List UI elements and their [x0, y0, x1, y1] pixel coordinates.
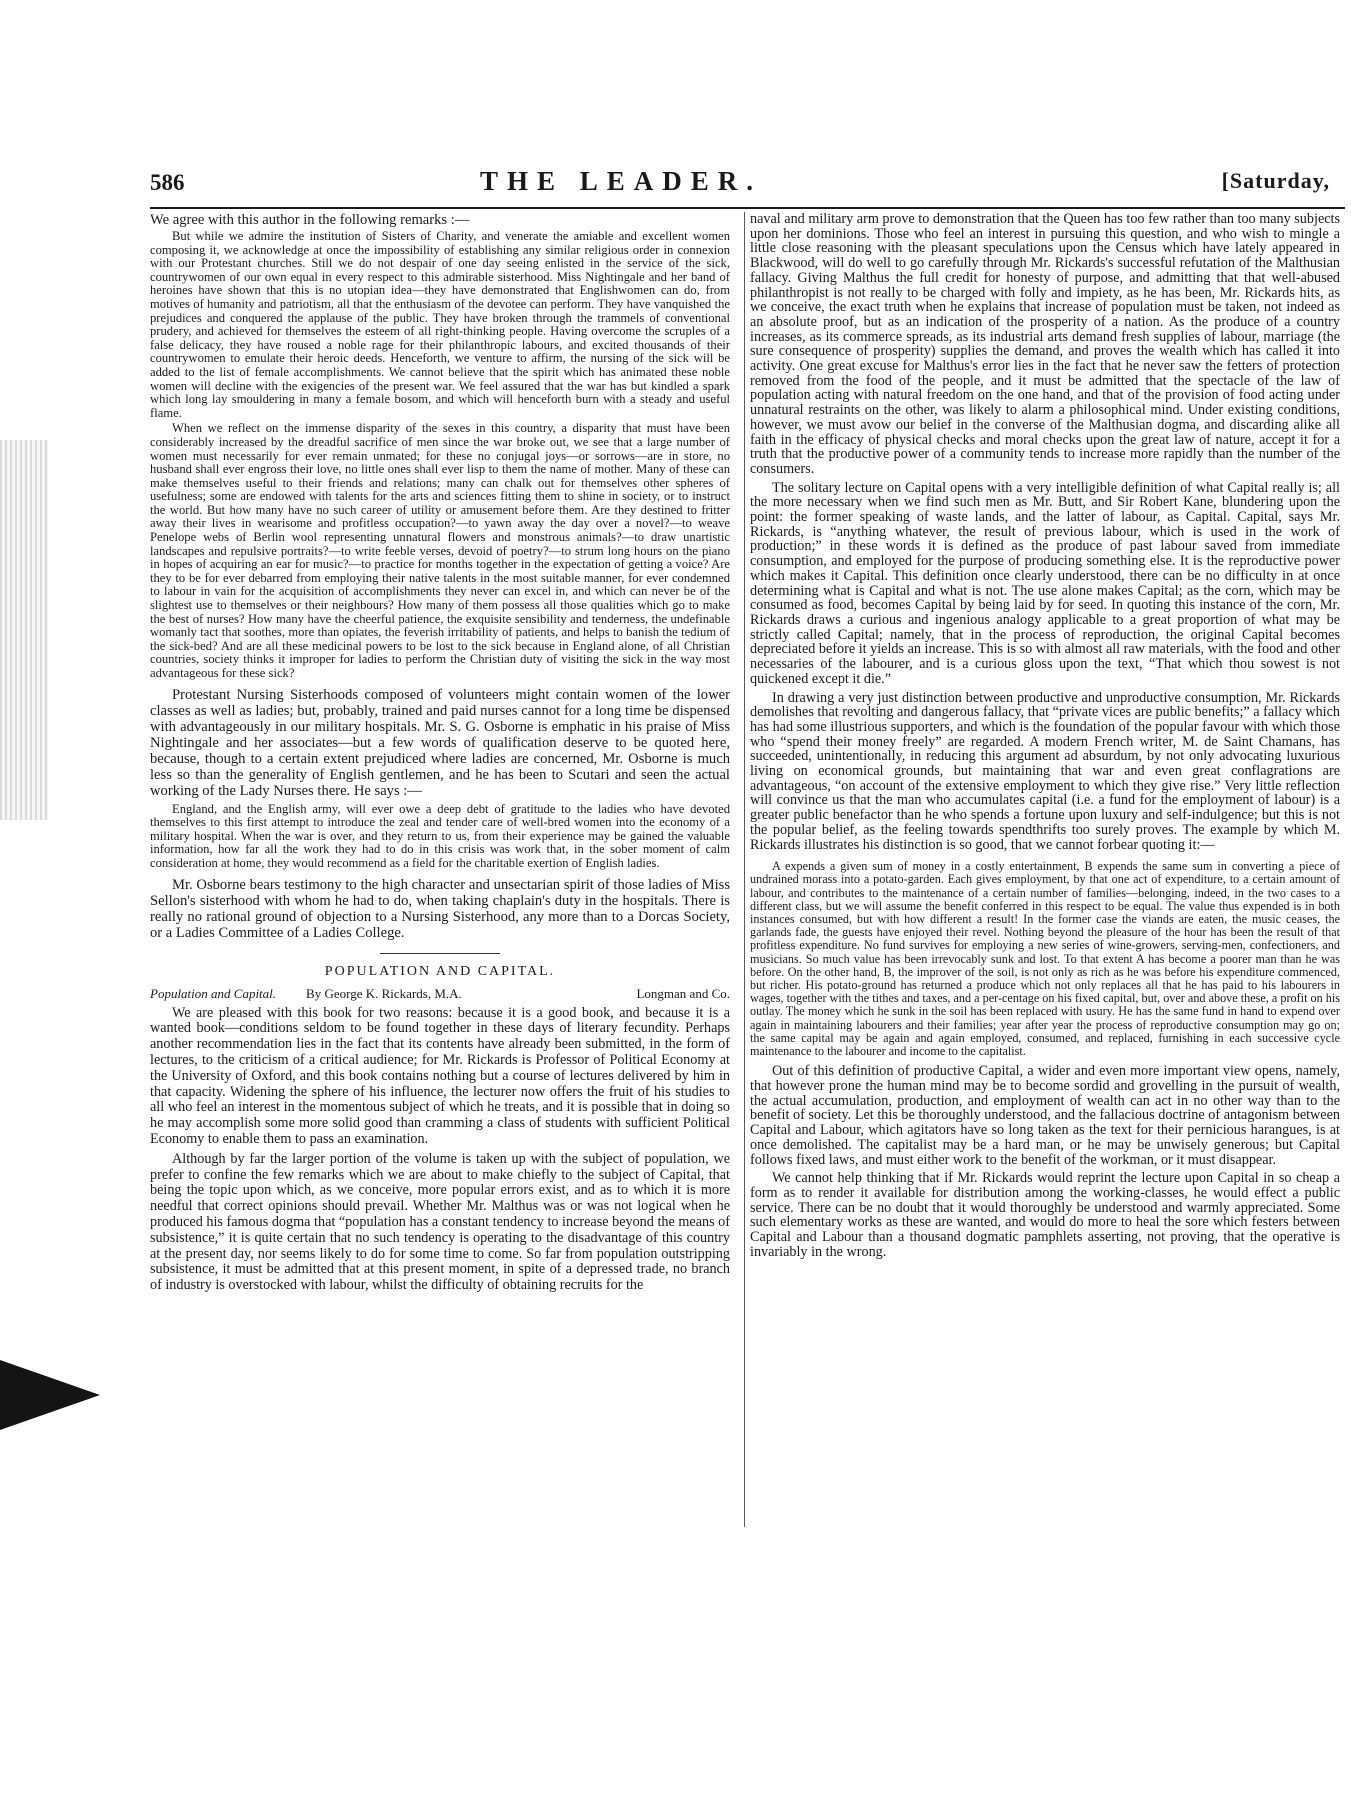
right-body-closing — [750, 1064, 1340, 1259]
block-quote-sisters — [150, 230, 730, 681]
body-paragraph: naval and military arm prove to demonstration that the Queen has too few rather than too many subjects upon her dominions. Those who feel an interest in pursuing this question, and who wish to mingle a little close reasoning with the pleasant speculations upon the Census which have lately appeared in Blackwood, will do well to go carefully through Mr. Rickards's successful refutation of the Malthusian fallacy. Giving Malthus the full credit for honesty of purpose, and admitting that that well-abused philanthropist is not really to be charged with folly and impiety, as he has been, Mr. Rickards hits, as we conceive, the exact truth when he explains that increase of population must be taken, not indeed as an absolute proof, but as an indication of the prosperity of a nation. As the produce of a country increases, as its commerce spreads, as its industrial arts demand fresh supplies of labour, marriage (the sure consequence of prosperity) supplies the demand, and proves the wealth which has called it into activity. One great excuse for Malthus's error lies in the fact that he never saw the fetters of protection removed from the food of the people, and it must be admitted that the spectacle of the law of population acting with natural freedom on the one hand, and that of the provision of food acting under unnatural restraints on the other, was likely to alarm a philosophical mind. Under existing conditions, however, we must avow our belief in the converse of the Malthusian dogma, and discarding alike all faith in the efficacy of physical checks and moral checks upon the great law of nature, accept it for a truth that the productive power of a community tends to increase more rapidly than the number of the consumers. — [750, 211, 1340, 477]
quote-paragraph: But while we admire the institution of Sisters of Charity, and venerate the amiable and excellent women composing it, we acknowledge at once the impossibility of establishing any similar religious order in connexion with our Protestant churches. Still we do not despair of one day seeing enlisted in the service of the sick, countrywomen of our own equal in every respect to this admirable sisterhood. Miss Nightingale and her band of heroines have shown that this is no utopian idea—they have demonstrated that Englishwomen can do, from motives of humanity and patriotism, all that the enthusiasm of the devotee can perform. They have vanquished the prejudices and conquered the applause of the public. They have broken through the trammels of conventional prudery, and achieved for themselves the esteem of all right-thinking people. Having overcome the scruples of a false delicacy, they have roused a noble rage for their philanthropic labours, and excited thousands of their countrywomen to emulate their heroic deeds. Henceforth, we venture to affirm, the nursing of the sick will be added to the list of female accomplishments. We cannot believe that the spirit which has animated these noble women will decline with the exigencies of the present war. We feel assured that the war has but kindled a spark which long lay smouldering in many a female bosom, and which will henceforth burn with a steady and useful flame. — [150, 229, 730, 420]
right-body — [750, 212, 1340, 852]
quote-intro: We agree with this author in the following remarks :— — [150, 212, 470, 228]
page-number: 586 — [150, 170, 185, 195]
book-title: Population and Capital. — [150, 985, 277, 1001]
journal-title: THE LEADER. — [480, 166, 763, 196]
section-divider — [380, 953, 500, 954]
quote-paragraph: A expends a given sum of money in a costly entertainment, B expends the same sum in converting a piece of undrained morass into a potato-garden. Each gives employment, by that one act of expenditure, to a certain amount of labour, and contributes to the maintenance of a certain number of families—belonging, indeed, in the two cases to a different class, but we will assume the benefit conferred in this respect to be equal. The value thus expended is in both instances consumed, but with how different a result! In the former case the viands are eaten, the music ceases, the garlands fade, the guests have enjoyed their revel. Nothing beyond the pleasure of the hour has been the result of that profitless expenditure. No fund survives for employing a new series of wine-growers, serving-men, confectioners, and musicians. So much value has been irrevocably sunk and lost. To that extent A has become a poorer man than he was before. On the other hand, B, the improver of the soil, is not only as rich as he was before his expenditure commenced, but richer. His potato-ground has returned a produce which not only replaces all that he has paid to his labourers in wages, together with the tithes and taxes, and a per-centage on his fixed capital, but, over and above these, a profit on his outlay. The money which he sunk in the soil has been replaced with usury. He has the same fund in hand to expend over again in maintaining labourers and their families; year after year the process of reproductive consumption may go on; the same capital may be again and again employed, consumed, and replaced, furnishing in each successive cycle maintenance to the labourer and income to the capitalist. — [750, 859, 1340, 1059]
review-body — [150, 1006, 730, 1294]
block-quote-rickards — [750, 860, 1340, 1058]
masthead — [150, 166, 1350, 206]
body-paragraph: We cannot help thinking that if Mr. Rickards would reprint the lecture upon Capital in so cheap a form as to render it available for distribution among the working-classes, he would effect a public service. There can be no doubt that it would thoroughly be understood and warmly appreciated. Some such elementary works as these are wanted, and would do more to heal the sore which festers between Capital and Labour than a thousand dogmatic pamphlets asserting, not proving, that the operative is invariably in the wrong. — [750, 1170, 1340, 1260]
block-quote-osborne — [150, 803, 730, 871]
book-publisher: Longman and Co. — [636, 985, 730, 1001]
section-heading: POPULATION AND CAPITAL. — [324, 963, 556, 979]
book-author: By George K. Rickards, M.A. — [306, 985, 462, 1001]
left-column — [150, 212, 730, 1298]
right-column — [750, 212, 1340, 1263]
issue-day: [Saturday, — [1221, 168, 1330, 193]
body-paragraph: Mr. Osborne bears testimony to the high character and unsectarian spirit of those ladies of Miss Sellon's sisterhood with whom he had to do, when taking chaplain's duty in the hospitals. There is really no rational ground of objection to a Nursing Sisterhood, any more than to a Dorcas Society, or a Ladies Committee of a Ladies College. — [150, 876, 730, 941]
book-citation — [150, 986, 730, 1002]
quote-paragraph: England, and the English army, will ever owe a deep debt of gratitude to the ladies who have devoted themselves to this first attempt to introduce the zeal and tender care of well-bred women into the economy of a military hospital. When the war is over, and they return to us, from their experience may be gained the valuable information, how far all the work they had to do in this crisis was work that, in the sober moment of calm consideration at home, they would recommend as a field for the charitable exertion of English ladies. — [150, 801, 730, 870]
scan-edge-artifact — [0, 440, 48, 820]
masthead-rule — [150, 207, 1345, 209]
body-paragraph: Out of this definition of productive Capital, a wider and even more important view opens, namely, that however prone the human mind may be to become sordid and grovelling in the pursuit of wealth, the actual accumulation, production, and employment of wealth can act in no other way than to the benefit of society. Let this be thoroughly understood, and the fallacious doctrine of antagonism between Capital and Labour, which agitators have so long taken as the text for their pernicious harangues, is at once demolished. The capitalist may be a hard man, or he may be unwisely generous; but Capital follows fixed laws, and must either work to the benefit of the workman, or it must disappear. — [750, 1063, 1340, 1168]
scan-corner-shadow — [0, 1360, 100, 1430]
body-paragraph: We are pleased with this book for two reasons: because it is a good book, and because it is a wanted book—conditions seldom to be found together in these days of literary fecundity. Perhaps another recommendation lies in the fact that its contents have already been submitted, in the form of lectures, to the criticism of a critical audience; for Mr. Rickards is Professor of Political Economy at the University of Oxford, and this book contains nothing but a course of lectures delivered by him in that capacity. Widening the sphere of his influence, the lecturer now offers the fruit of his studies to all who feel an interest in the momentous subject of which he treats, and it is possible that in doing so he may accomplish some more solid good than cramming a class of students with sufficient Political Economy to enable them to pass an examination. — [150, 1004, 730, 1147]
quote-paragraph: When we reflect on the immense disparity of the sexes in this country, a disparity that must have been considerably increased by the dreadful sacrifice of men since the war broke out, we see that a large number of women must necessarily for ever remain unmated; for these no conjugal joys—or sorrows—are in store, no husband shall ever engross their love, no little ones shall ever lisp to them the name of mother. Many of these can make themselves useful to their friends and relations; many can chalk out for themselves other spheres of usefulness; some are endowed with talents for the arts and sciences fitting them to shine in society, or to instruct the world. But how many have no such career of utility or amusement before them. Are they destined to fritter away their lives in wearisome and profitless occupation?—to yawn away the day over a novel?—to weave Penelope webs of Berlin wool representing unnatural flowers and monstrous animals?—to draw unartistic landscapes and repulsive portraits?—to write feeble verses, devoid of poetry?—to strum long hours on the piano in hopes of acquiring an ear for music?—to practice for months together in the expectation of getting a voice? Are they to be for ever debarred from employing their native talents in the most suitable manner, for ever condemned to labour in vain for the acquisition of accomplishments they never can excel in, and which can never be of the slightest use to themselves or their neighbours? How many of them possess all those qualities which go to make the best of nurses? How many have the cheerful patience, the exquisite sensibility and tenderness, the undefinable womanly tact that soothes, more than opiates, the feverish irritability of patients, and helps to banish the tedium of the sick-bed? And are all these medicinal powers to be lost to the sick because in England alone, of all Christian countries, society thinks it improper for ladies to perform the Christian duty of visiting the sick in the way most advantageous for these sick? — [150, 421, 730, 680]
body-paragraph: Protestant Nursing Sisterhoods composed of volunteers might contain women of the lower classes as well as ladies; but, probably, trained and paid nurses cannot for a long time be dispensed with advantageously in our military hospitals. Mr. S. G. Osborne is emphatic in his praise of Miss Nightingale and her associates—but a few words of qualification deserve to be quoted here, because, though to a certain extent prejudiced where ladies are concerned, Mr. Osborne is much less so than the generality of English gentlemen, and he has been to Scutari and seen the actual working of the Lady Nurses there. He says :— — [150, 686, 730, 799]
column-divider — [744, 212, 745, 1527]
body-paragraph: In drawing a very just distinction between productive and unproductive consumption, Mr. Rickards demolishes that revolting and dangerous fallacy, that “private vices are public benefits;” a fallacy which has had some illustrious supporters, and which is the foundation of the popular favour with which those who “spend their money freely” are regarded. A modern French writer, M. de Saint Chamans, has succeeded, unintentionally, in reducing this argument ad absurdum, by not only advocating luxurious living on economical grounds, but maintaining that war and even great conflagrations are advantageous, “on account of the extensive employment to which they give rise.” Very little reflection will convince us that the man who accumulates capital (i.e. a fund for the employment of labour) is a greater public benefactor than he who spends a fortune upon luxury and self-indulgence; but this is not the popular belief, as the feeling towards spendthrifts too surely proves. The example by which M. Rickards illustrates his distinction is so good, that we cannot forbear quoting it:— — [750, 689, 1340, 853]
body-paragraph: The solitary lecture on Capital opens with a very intelligible definition of what Capital really is; all the more necessary when we find such men as Mr. Butt, and Sir Robert Kane, blundering upon the point: the former speaking of waste lands, and the latter of labour, as Capital. Capital, says Mr. Rickards, is “anything whatever, the result of previous labour, which is used in the work of production;” in these words it is defined as the produce of past labour saved from immediate consumption, and employed for the purpose of producing something else. It is the reproductive power which makes it Capital. This definition once clearly understood, there can be no difficulty in at once determining what is Capital and what is not. The use alone makes Capital; as the corn, which may be consumed as food, becomes Capital by being laid by for seed. In quoting this instance of the corn, Mr. Rickards draws a curious and ingenious analogy applicable to a great proportion of what may be strictly called Capital; namely, that in the process of reproduction, the original Capital becomes depreciated before it yields an increase. This is so with almost all raw materials, with the food and other necessaries of the labourer, and is a curious gloss upon the text, “That which thou sowest is not quickened except it die.” — [750, 479, 1340, 687]
body-paragraph: Although by far the larger portion of the volume is taken up with the subject of population, we prefer to confine the few remarks which we are about to make chiefly to the subject of Capital, that being the topic upon which, as we conceive, more popular errors exist, and as to which it is more needful that correct opinions should prevail. Whether Mr. Malthus was or was not logical when he produced his famous dogma that “population has a constant tendency to increase beyond the means of subsistence,” it is quite certain that no such tendency is operating to the disadvantage of this country at the present day, nor seems likely to do for some time to come. So far from population outstripping subsistence, it must be admitted that at this present moment, in spite of a depressed trade, no branch of industry is overstocked with labour, whilst the difficulty of obtaining recruits for the — [150, 1150, 730, 1294]
